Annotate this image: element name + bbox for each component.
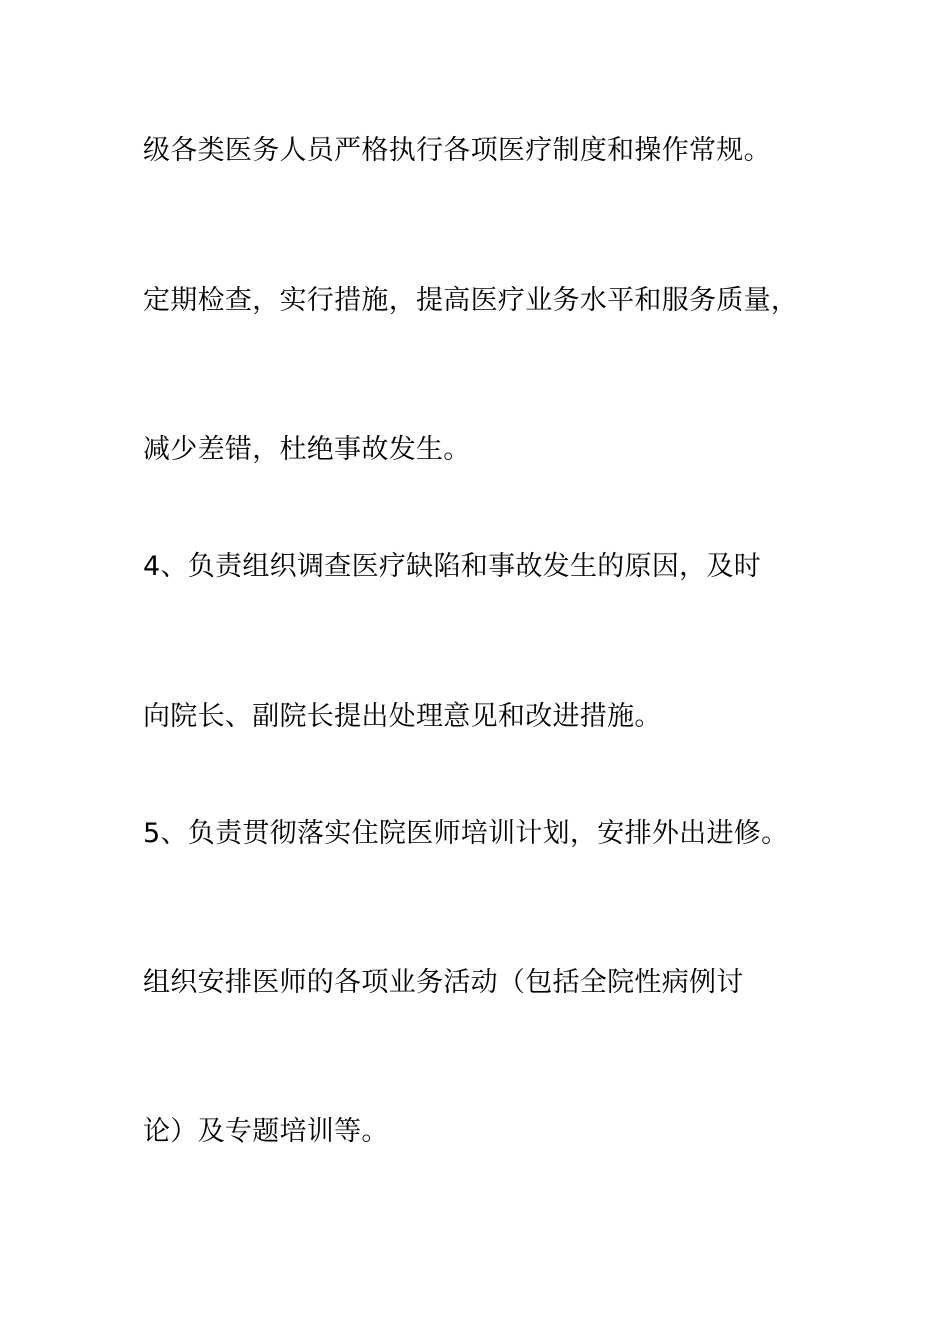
list-item-4: 4、负责组织调查医疗缺陷和事故发生的原因，及时	[143, 551, 762, 582]
paragraph-line: 论）及专题培训等。	[143, 1116, 389, 1147]
paragraph-line: 向院长、副院长提出处理意见和改进措施。	[143, 701, 662, 732]
paragraph-line: 减少差错，杜绝事故发生。	[143, 434, 471, 465]
paragraph-line: 组织安排医师的各项业务活动（包括全院性病例讨	[143, 967, 744, 998]
list-item-5: 5、负责贯彻落实住院医师培训计划，安排外出进修。	[143, 818, 789, 849]
paragraph-line: 定期检查，实行措施，提高医疗业务水平和服务质量，	[143, 285, 799, 316]
paragraph-line: 级各类医务人员严格执行各项医疗制度和操作常规。	[143, 135, 771, 166]
